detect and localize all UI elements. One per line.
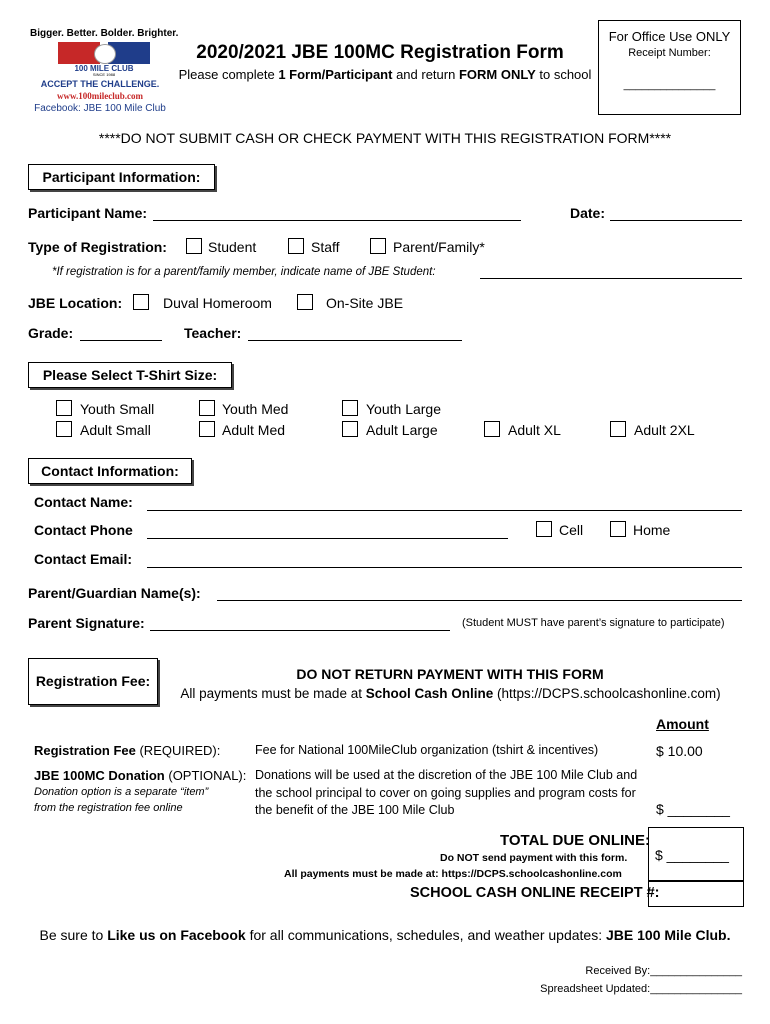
donation-note-2: from the registration fee online bbox=[34, 802, 183, 814]
club-logo bbox=[58, 42, 150, 76]
type-parent-checkbox[interactable] bbox=[370, 238, 386, 254]
size-adult-small-label: Adult Small bbox=[80, 422, 151, 438]
size-adult-xl-label: Adult XL bbox=[508, 422, 561, 438]
teacher-field[interactable] bbox=[248, 340, 462, 341]
section-tshirt: Please Select T-Shirt Size: bbox=[28, 362, 232, 388]
page-subtitle: Please complete 1 Form/Participant and return FORM ONLY to school bbox=[178, 67, 592, 82]
size-adult-xl-checkbox[interactable] bbox=[484, 421, 500, 437]
type-staff-label: Staff bbox=[311, 239, 340, 255]
date-field[interactable] bbox=[610, 220, 742, 221]
size-youth-small-checkbox[interactable] bbox=[56, 400, 72, 416]
spreadsheet-updated: Spreadsheet Updated:_______________ bbox=[540, 983, 742, 995]
registration-fee-title: Registration Fee: bbox=[35, 673, 151, 689]
donation-label: JBE 100MC Donation (OPTIONAL): bbox=[34, 768, 247, 783]
contact-email-label: Contact Email: bbox=[34, 551, 133, 567]
section-registration-fee bbox=[28, 658, 158, 705]
office-receipt-label: Receipt Number: bbox=[628, 47, 711, 59]
donation-note-1: Donation option is a separate “item” bbox=[34, 786, 209, 798]
receipt-number-label: SCHOOL CASH ONLINE RECEIPT #: bbox=[410, 885, 660, 901]
size-adult-2xl-checkbox[interactable] bbox=[610, 421, 626, 437]
office-receipt-blank[interactable]: _______________ bbox=[623, 79, 716, 91]
grade-field[interactable] bbox=[80, 340, 162, 341]
received-by: Received By:_______________ bbox=[585, 965, 742, 977]
type-parent-label: Parent/Family* bbox=[393, 239, 485, 255]
total-note-1: Do NOT send payment with this form. bbox=[440, 852, 628, 864]
office-use-box bbox=[598, 20, 741, 115]
facebook-text: Facebook: JBE 100 Mile Club bbox=[34, 103, 166, 114]
size-adult-large-checkbox[interactable] bbox=[342, 421, 358, 437]
signature-note: (Student MUST have parent’s signature to participate) bbox=[462, 617, 725, 629]
no-payment-title: DO NOT RETURN PAYMENT WITH THIS FORM bbox=[296, 666, 604, 682]
reg-fee-amount: $ 10.00 bbox=[656, 743, 703, 759]
contact-name-field[interactable] bbox=[147, 510, 742, 511]
donation-desc-1: Donations will be used at the discretion of the JBE 100 Mile Club and bbox=[255, 768, 638, 782]
contact-name-label: Contact Name: bbox=[34, 494, 133, 510]
total-amount-box[interactable] bbox=[648, 827, 744, 881]
donation-amount-field[interactable]: $ ________ bbox=[656, 801, 730, 817]
parent-signature-label: Parent Signature: bbox=[28, 615, 145, 631]
donation-desc-3: the benefit of the JBE 100 Mile Club bbox=[255, 803, 455, 817]
phone-cell-label: Cell bbox=[559, 522, 584, 538]
office-title: For Office Use ONLY bbox=[608, 29, 731, 44]
size-youth-med-checkbox[interactable] bbox=[199, 400, 215, 416]
contact-phone-label: Contact Phone bbox=[34, 522, 133, 538]
type-student-label: Student bbox=[208, 239, 257, 255]
total-amount-field[interactable]: $ ________ bbox=[655, 847, 729, 863]
contact-phone-field[interactable] bbox=[147, 538, 508, 539]
date-label: Date: bbox=[570, 205, 606, 221]
section-contact: Contact Information: bbox=[28, 458, 192, 484]
phone-home-label: Home bbox=[633, 522, 671, 538]
tagline: Bigger. Better. Bolder. Brighter. bbox=[30, 28, 179, 39]
size-youth-med-label: Youth Med bbox=[222, 401, 289, 417]
location-duval-checkbox[interactable] bbox=[133, 294, 149, 310]
receipt-number-box[interactable] bbox=[648, 881, 744, 907]
parent-note: *If registration is for a parent/family member, indicate name of JBE Student: bbox=[52, 266, 436, 278]
size-youth-large-label: Youth Large bbox=[366, 401, 441, 417]
section-participant: Participant Information: bbox=[28, 164, 215, 190]
no-cash-warning: ****DO NOT SUBMIT CASH OR CHECK PAYMENT WITH THIS REGISTRATION FORM**** bbox=[98, 130, 672, 146]
location-onsite-checkbox[interactable] bbox=[297, 294, 313, 310]
challenge-text: ACCEPT THE CHALLENGE. bbox=[40, 79, 160, 89]
website-text: www.100mileclub.com bbox=[57, 91, 143, 101]
guardian-name-label: Parent/Guardian Name(s): bbox=[28, 585, 201, 601]
teacher-label: Teacher: bbox=[184, 325, 242, 341]
logo-since: SINCE 1988 bbox=[92, 72, 116, 77]
contact-email-field[interactable] bbox=[147, 567, 742, 568]
jbe-student-name-field[interactable] bbox=[480, 278, 742, 279]
grade-label: Grade: bbox=[28, 325, 74, 341]
parent-signature-field[interactable] bbox=[150, 630, 450, 631]
reg-fee-label: Registration Fee (REQUIRED): bbox=[34, 743, 221, 758]
size-adult-med-checkbox[interactable] bbox=[199, 421, 215, 437]
size-adult-large-label: Adult Large bbox=[366, 422, 438, 438]
page-title: 2020/2021 JBE 100MC Registration Form bbox=[196, 42, 564, 63]
guardian-name-field[interactable] bbox=[217, 600, 742, 601]
payment-instructions: All payments must be made at School Cash Online (https://DCPS.schoolcashonline.com) bbox=[180, 686, 721, 701]
amount-header: Amount bbox=[656, 716, 709, 732]
participant-name-field[interactable] bbox=[153, 220, 521, 221]
size-adult-med-label: Adult Med bbox=[222, 422, 286, 438]
location-duval-label: Duval Homeroom bbox=[163, 295, 272, 311]
phone-cell-checkbox[interactable] bbox=[536, 521, 552, 537]
registration-type-label: Type of Registration: bbox=[28, 239, 167, 255]
type-student-checkbox[interactable] bbox=[186, 238, 202, 254]
jbe-location-label: JBE Location: bbox=[28, 295, 123, 311]
size-adult-small-checkbox[interactable] bbox=[56, 421, 72, 437]
phone-home-checkbox[interactable] bbox=[610, 521, 626, 537]
size-youth-small-label: Youth Small bbox=[80, 401, 155, 417]
participant-name-label: Participant Name: bbox=[28, 205, 148, 221]
total-due-label: TOTAL DUE ONLINE: bbox=[500, 832, 650, 849]
facebook-note: Be sure to Like us on Facebook for all communications, schedules, and weather updates: JBE 100 Mile Club. bbox=[39, 927, 731, 943]
logo-text: 100 MILE CLUB bbox=[74, 64, 134, 73]
size-adult-2xl-label: Adult 2XL bbox=[634, 422, 695, 438]
reg-fee-description: Fee for National 100MileClub organization (tshirt & incentives) bbox=[255, 743, 599, 757]
location-onsite-label: On-Site JBE bbox=[326, 295, 404, 311]
donation-desc-2: the school principal to cover on going supplies and program costs for bbox=[255, 786, 636, 800]
total-note-2: All payments must be made at: https://DCPS.schoolcashonline.com bbox=[284, 868, 622, 880]
type-staff-checkbox[interactable] bbox=[288, 238, 304, 254]
size-youth-large-checkbox[interactable] bbox=[342, 400, 358, 416]
